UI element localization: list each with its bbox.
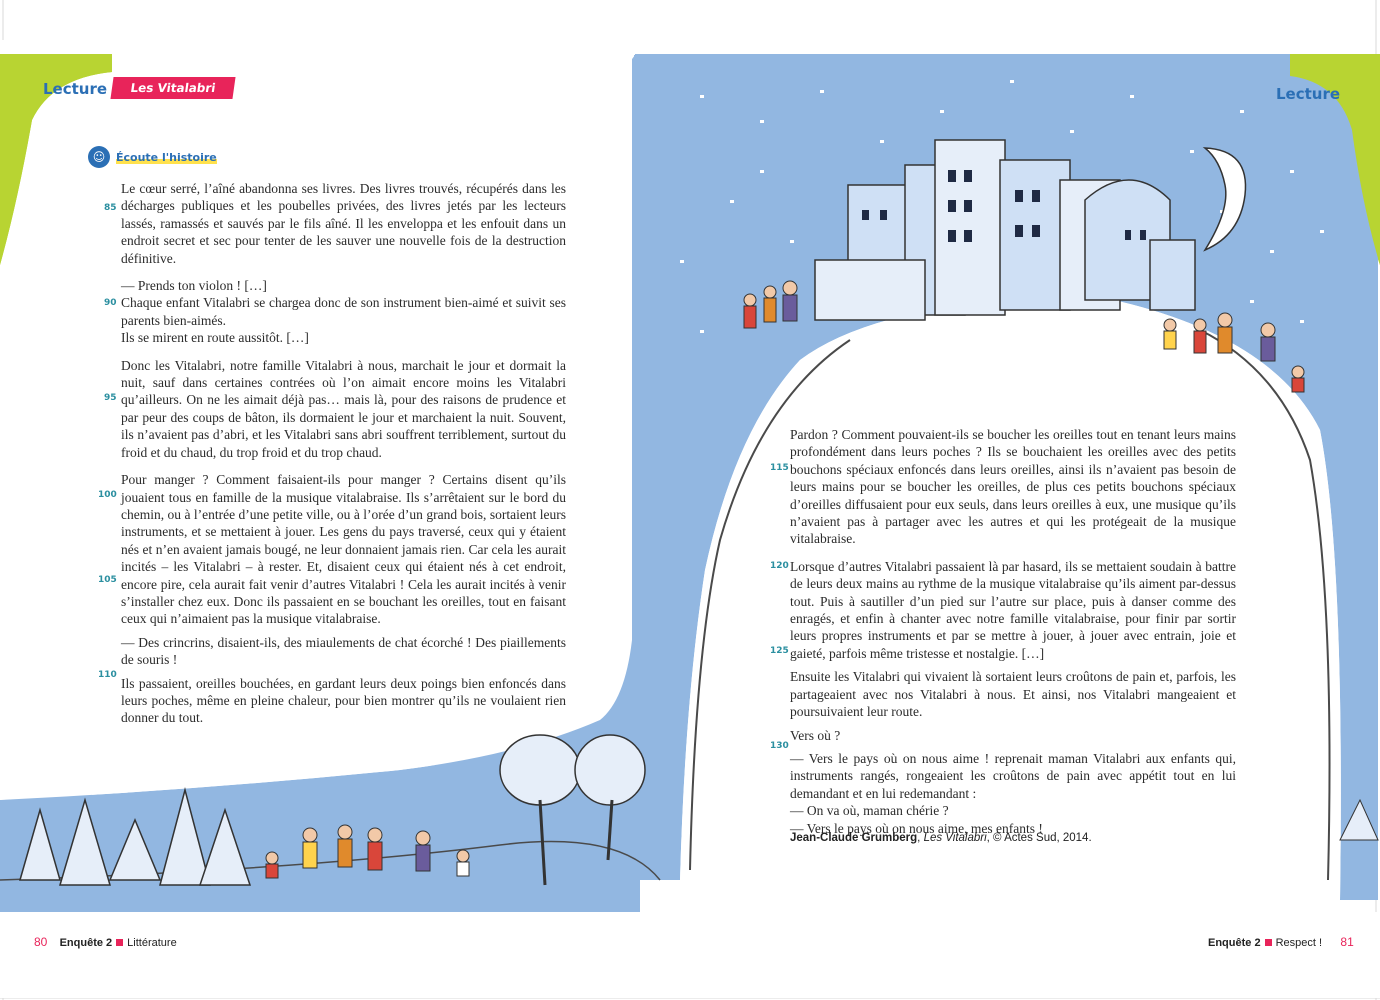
line-number: 95 [104, 393, 117, 403]
paragraph: — Des crincrins, disaient-ils, des miaulements de chat écorché ! Des piaillements de souris ! [121, 634, 566, 668]
credit-author: Jean-Claude Grumberg [790, 832, 918, 844]
line-number: 105 [98, 575, 117, 585]
credit-title: Les Vitalabri [923, 832, 987, 844]
left-page-text [121, 180, 566, 727]
line-number: 85 [104, 203, 117, 213]
square-icon [116, 939, 123, 946]
footer-topic-left: Littérature [127, 937, 177, 949]
listen-label: Écoute l'histoire [116, 150, 217, 164]
paragraph: — On va où, maman chérie ? [790, 803, 949, 819]
footer-enquete-right: Enquête 2 [1208, 937, 1261, 949]
paragraph: — Vers le pays où on nous aime, mes enfants ! [790, 820, 1043, 836]
listen-story-button[interactable] [88, 142, 217, 172]
line-number: 110 [98, 670, 117, 680]
footer-enquete-left: Enquête 2 [59, 937, 113, 949]
paragraph: Ils se mirent en route aussitôt. […] [121, 330, 309, 346]
right-page-text [790, 426, 1236, 837]
line-number: 100 [98, 490, 117, 500]
line-number: 90 [104, 298, 117, 308]
line-number: 125 [770, 646, 789, 656]
line-number: 120 [770, 561, 789, 571]
paragraph: Ils passaient, oreilles bouchées, en gardant leurs deux poings bien enfoncés dans leurs poches, même en pleine chaleur, pour bien montrer qu’ils ne voulaient rien donner du tout. [121, 675, 566, 726]
paragraph: Ensuite les Vitalabri qui vivaient là sortaient leurs croûtons de pain et, parfois, les partageaient avec nos Vitalabri à nous. Et ainsi, nos Vitalabri mangeaient et poursuivaient leur route. [790, 669, 1236, 720]
paragraph: Pour manger ? Comment faisaient-ils pour manger ? Certains disent qu’ils jouaient tous en famille de la musique vitalabraise. Ils s’arrêtaient sur le bord du chemin, ou à l’entrée d’une petite ville, ou à l’orée d’un grand bois, sortaient leurs instruments, et se mettaient à jouer. Les gens du pays traversé, ceux qui y étaient nés et n’en avaient jamais bougé, ne leur donnaient jamais rien. Car cela les aurait incités – les Vitalabri – à rester. Et, disaient ceux qui étaient nés à cet endroit, encore pire, cela aurait fait venir d’autres Vitalabri ! Cela les aurait incités à venir s’installer chez eux. Donc ils passaient en se bouchant les oreilles, tout en faisant ceux qui n’aimaient pas la musique vitalabraise. [121, 472, 566, 627]
paragraph: Chaque enfant Vitalabri se chargea donc de son instrument bien-aimé et suivit ses parents bien-aimés. [121, 295, 566, 328]
ear-icon: ☺ [88, 146, 110, 168]
story-title-tag: Les Vitalabri [110, 77, 235, 99]
paragraph: Vers où ? [790, 727, 841, 743]
paragraph: — Prends ton violon ! […] [121, 278, 267, 294]
paragraph: Le cœur serré, l’aîné abandonna ses livres. Des livres trouvés, récupérés dans les décharges publiques et les poubelles privées, des livres jetés par les lecteurs lassés, ramassés et sauvés par le fils aîné. Il les enveloppa et les enfouit dans un endroit secret et sec pour tenter de les sauver une nouvelle fois de la destruction définitive. [121, 181, 566, 266]
paragraph: — Vers le pays où on nous aime ! reprenait maman Vitalabri aux enfants qui, instruments rangés, rongeaient les croûtons de pain avec appétit tout en lui demandant et en lui redemandant : [790, 750, 1236, 801]
footer-topic-right: Respect ! [1275, 937, 1323, 949]
square-icon [1265, 939, 1272, 946]
page-number-right: 81 [1340, 935, 1354, 949]
paragraph: Pardon ? Comment pouvaient-ils se boucher les oreilles tout en tenant leurs mains profondément dans leurs poches ? Ils se bouchaient les oreilles avec des petits bouchons spéciaux enfoncés dans leurs oreilles, ainsi ils n’avaient pas besoin de leurs mains pour se boucher les oreilles, de plus ces petits bouchons spéciaux d’oreilles diffusaient pour eux seuls, dans leurs oreilles à eux, une musique qu’ils n’avaient pas à partager avec les autres et qui les protégeait de la musique vitalabraise. [790, 427, 1236, 547]
paragraph: Lorsque d’autres Vitalabri passaient là par hasard, ils se mettaient soudain à battre de leurs deux mains au rythme de la musique vitalabraise qu’ils aiment par-dessus tout. Puis à sautiller d’un pied sur l’autre sur place, puis à danser comme des enragés, et enfin à chanter avec notre famille vitalabraise, pour finir par sortir leurs propres instruments et par se mettre à jouer, à jouer avec entrain, joie et gaieté, parfois même tristesse et nostalgie. […] [790, 558, 1236, 661]
source-credit: Jean-Claude Grumberg, Les Vitalabri, © Actes Sud, 2014. [790, 832, 1092, 844]
section-label-right: Lecture [1276, 85, 1341, 103]
line-number: 130 [770, 741, 789, 751]
line-number: 115 [770, 463, 789, 473]
footer-right [1208, 935, 1354, 949]
credit-publisher: , © Actes Sud, 2014. [986, 832, 1092, 844]
paragraph: Donc les Vitalabri, notre famille Vitalabri à nous, marchait le jour et dormait la nuit, sauf dans certaines contrées où l’on aimait encore moins les Vitalabri qu’ailleurs. On ne les aimait déjà pas… mais là, pour des raisons de prudence et par peur des coups de bâton, ils dormaient le jour et marchaient la nuit. Souvent, ils n’avaient pas d’abri, et les Vitalabri sans abri souffrent terriblement, surtout du froid et du chaud, du trop froid et du trop chaud. [121, 357, 566, 460]
section-label-left: Lecture [43, 80, 108, 98]
footer-left [34, 935, 177, 949]
page-number-left: 80 [34, 935, 48, 949]
